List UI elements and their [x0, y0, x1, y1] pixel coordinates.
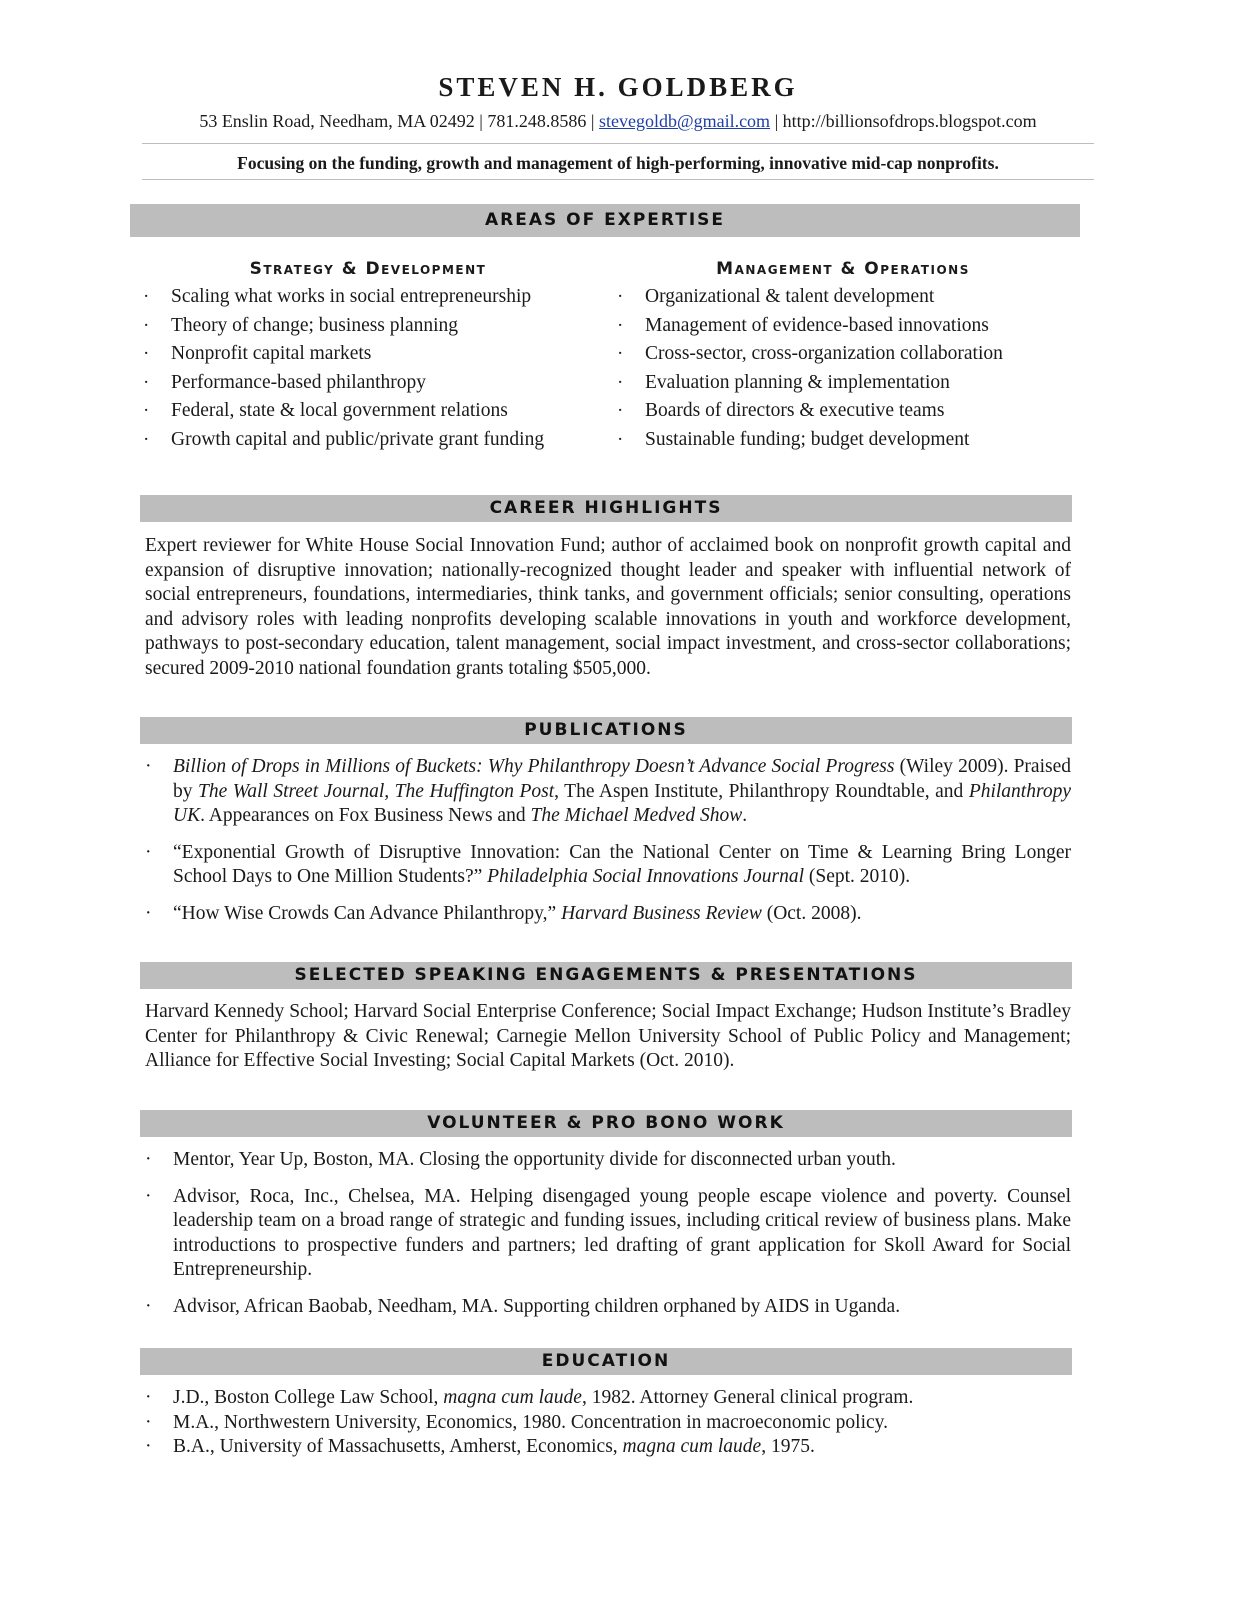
tagline: Focusing on the funding, growth and management of high-performing, innovative mid-cap nonprofits. — [237, 153, 999, 173]
speaking-summary: Harvard Kennedy School; Harvard Social Enterprise Conference; Social Impact Exchange; Hudson Institute’s Bradley Center for Philanthropy & Civic Renewal; Carnegie Mellon University School of Public Policy and Management; Alliance for Effective Social Investing; Social Capital Markets (Oct. 2010). — [145, 1001, 1071, 1072]
list-item: · Evaluation planning & implementation — [617, 369, 1003, 398]
text: J.D., Boston College Law School, — [173, 1387, 444, 1408]
list-item: · Federal, state & local government relations — [143, 397, 544, 426]
volunteer-list — [145, 1148, 1071, 1320]
text: M.A., Northwestern University, Economics, 1980. Concentration in macroeconomic policy. — [173, 1411, 889, 1433]
text: . — [742, 805, 748, 827]
candidate-name: STEVEN H. GOLDBERG — [438, 72, 798, 102]
list-item: · Mentor, Year Up, Boston, MA. Closing the opportunity divide for disconnected urban youth. — [145, 1148, 1071, 1173]
list-item — [145, 1435, 1071, 1460]
expertise-list-right — [617, 283, 1003, 455]
list-item: · Cross-sector, cross-organization collaboration — [617, 340, 1003, 369]
section-heading-volunteer: VOLUNTEER & PRO BONO WORK — [140, 1110, 1072, 1137]
text: (Oct. 2008). — [761, 902, 862, 924]
list-item: · Growth capital and public/private grant funding — [143, 426, 544, 455]
section-heading-speaking: SELECTED SPEAKING ENGAGEMENTS & PRESENTATIONS — [140, 962, 1072, 989]
separator: | — [590, 111, 595, 131]
subheading-strategy: Strategy & Development — [249, 259, 487, 279]
subheading-management: Management & Operations — [716, 259, 970, 279]
separator: | — [774, 111, 779, 131]
divider — [142, 143, 1094, 144]
list-item: · Sustainable funding; budget development — [617, 426, 1003, 455]
career-summary: Expert reviewer for White House Social Innovation Fund; author of acclaimed book on nonprofit growth capital and expansion of disruptive innovation; nationally-recognized thought leader and speaker with influential network of social entrepreneurs, foundations, intermediaries, think tanks, and government officials; senior consulting, operations and advisory roles with leading nonprofits developing scalable innovations in youth and workforce development, pathways to post-secondary education, talent management, social impact investment, and cross-sector collaborations; secured 2009-2010 national foundation grants totaling $505,000. — [145, 535, 1071, 679]
list-item: · Scaling what works in social entrepreneurship — [143, 283, 544, 312]
education-list — [145, 1386, 1071, 1460]
section-heading-publications: PUBLICATIONS — [140, 717, 1072, 744]
text: “Exponential Growth of Disruptive Innovation: Can the National Center on Time & Learning Bring Longer School Days to One Million Students?” — [173, 841, 1071, 888]
list-item — [145, 1386, 1071, 1411]
text: B.A., University of Massachusetts, Amherst, Economics, — [173, 1436, 623, 1458]
honor: magna cum laude — [443, 1387, 582, 1408]
website: http://billionsofdrops.blogspot.com — [782, 111, 1037, 131]
text: . Appearances on Fox Business News and — [200, 805, 531, 827]
list-item — [145, 1411, 1071, 1436]
list-item — [145, 841, 1071, 890]
list-item: · Theory of change; business planning — [143, 312, 544, 341]
contact-line — [0, 111, 1236, 132]
section-heading-expertise: AREAS OF EXPERTISE — [130, 204, 1080, 237]
section-heading-career: CAREER HIGHLIGHTS — [140, 495, 1072, 522]
book-title: Billion of Drops in Millions of Buckets: Why Philanthropy Doesn’t Advance Social Progress — [173, 756, 895, 777]
list-item: · Nonprofit capital markets — [143, 340, 544, 369]
list-item: · Advisor, Roca, Inc., Chelsea, MA. Helping disengaged young people escape violence and poverty. Counsel leadership team on a broad range of strategic and funding issues, including critical review of business plans. Make introductions to prospective funders and partners; led drafting of grant application for Skoll Award for Social Entrepreneurship. — [145, 1185, 1071, 1283]
outlet-name: Philanthropy UK — [173, 780, 1071, 827]
list-item — [145, 755, 1071, 829]
journal-name: Harvard Business Review — [561, 902, 762, 924]
list-item: · Performance-based philanthropy — [143, 369, 544, 398]
expertise-list-left — [143, 283, 544, 455]
separator: | — [479, 111, 483, 131]
text: , 1982. Attorney General clinical program. — [581, 1387, 914, 1408]
list-item: · Management of evidence-based innovations — [617, 312, 1003, 341]
section-heading-education: EDUCATION — [140, 1348, 1072, 1375]
list-item — [145, 902, 1071, 927]
address: 53 Enslin Road, Needham, MA 02492 — [199, 111, 475, 131]
list-item: · Boards of directors & executive teams — [617, 397, 1003, 426]
divider — [142, 179, 1094, 180]
text: “How Wise Crowds Can Advance Philanthropy,” — [173, 902, 562, 924]
text: (Wiley 2009). Praised by — [173, 756, 1071, 802]
list-item: · Organizational & talent development — [617, 283, 1003, 312]
publications-list — [145, 755, 1071, 927]
outlet-names: The Wall Street Journal, The Huffington Post — [198, 780, 555, 802]
phone: 781.248.8586 — [487, 111, 587, 131]
email-link[interactable]: stevegoldb@gmail.com — [599, 111, 771, 131]
journal-name: Philadelphia Social Innovations Journal — [487, 866, 804, 888]
text: , 1975. — [761, 1436, 815, 1458]
text: , The Aspen Institute, Philanthropy Roundtable, and — [554, 780, 969, 802]
show-name: The Michael Medved Show — [530, 805, 743, 827]
text: (Sept. 2010). — [804, 866, 911, 888]
honor: magna cum laude — [622, 1436, 762, 1458]
list-item: · Advisor, African Baobab, Needham, MA. Supporting children orphaned by AIDS in Uganda. — [145, 1295, 1071, 1320]
